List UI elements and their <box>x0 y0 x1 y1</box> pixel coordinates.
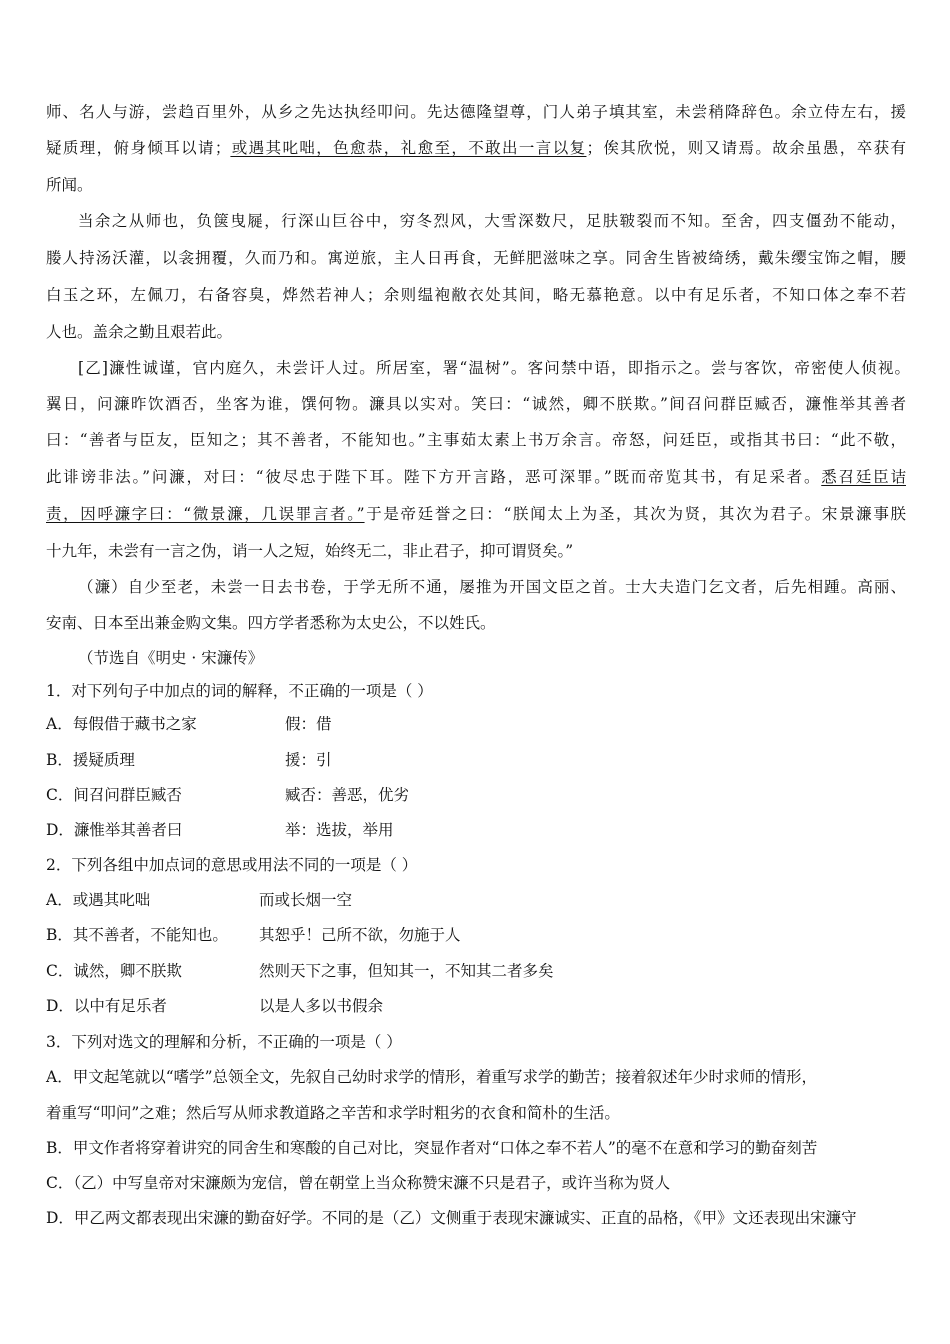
passage-line: 曰：“善者与臣友，臣知之；其不善者，不能知也。”主事茹太素上书万余言。帝怒，问廷臣，或指其书曰：“此不敬， <box>46 431 906 449</box>
option-text: B．其不善者，不能知也。 <box>46 926 228 944</box>
option-gloss: 举：选拔，举用 <box>285 821 394 839</box>
passage-line: 当余之从师也，负箧曳屣，行深山巨谷中，穷冬烈风，大雪深数尺，足肤皲裂而不知。至舍，四支僵劲不能动， <box>78 212 906 230</box>
option-text: A．或遇其叱咄 <box>46 891 151 909</box>
passage-line <box>46 467 906 487</box>
option-row <box>0 890 950 912</box>
option-text: C．诚然，卿不朕欺 <box>46 962 182 980</box>
answer-option-a-continued: 着重写“叩问”之难；然后写从师求教道路之辛苦和求学时粗劣的衣食和简朴的生活。 <box>46 1104 620 1122</box>
source-citation: （节选自《明史 · 宋濂传》 <box>78 649 264 667</box>
text-span: ；俟其欣悦，则又请焉。故余虽愚，卒获有 <box>586 139 906 157</box>
passage-line: 翼日，问濂昨饮酒否，坐客为谁，馔何物。濂具以实对。笑曰：“诚然，卿不朕欺。”间召问群臣臧否，濂惟举其善者 <box>46 395 906 413</box>
option-row <box>0 714 950 736</box>
question-stem: 2．下列各组中加点词的意思或用法不同的一项是（ ） <box>46 856 418 874</box>
text-span: 此诽谤非法。”问濂，对曰：“彼尽忠于陛下耳。陛下方开言路，恶可深罪。”既而帝览其书，有足采者。 <box>46 468 822 486</box>
option-text: B．援疑质理 <box>46 751 135 769</box>
answer-option-d: D．甲乙两文都表现出宋濂的勤奋好学。不同的是（乙）文侧重于表现宋濂诚实、正直的品格，《甲》文还表现出宋濂守 <box>46 1209 857 1227</box>
passage-line: 安南、日本至出兼金购文集。四方学者悉称为太史公，不以姓氏。 <box>46 614 496 632</box>
option-compare: 以是人多以书假余 <box>259 997 384 1015</box>
option-text: C．间召问群臣臧否 <box>46 786 182 804</box>
passage-line: 媵人持汤沃灌，以衾拥覆，久而乃和。寓逆旅，主人日再食，无鲜肥滋味之享。同舍生皆被绮绣，戴朱缨宝饰之帽，腰 <box>46 249 906 267</box>
underlined-sentence: 责，因呼濂字曰：“微景濂，几误罪言者。” <box>46 505 365 523</box>
option-gloss: 臧否：善恶，优劣 <box>285 786 410 804</box>
passage-line <box>46 504 906 524</box>
passage-line: 人也。盖余之勤且艰若此。 <box>46 323 233 341</box>
passage-line: 所闻。 <box>46 176 93 194</box>
option-row <box>0 750 950 772</box>
option-compare: 而或长烟一空 <box>259 891 353 909</box>
option-compare: 然则天下之事，但知其一，不知其二者多矣 <box>259 962 554 980</box>
passage-line <box>46 138 906 158</box>
text-span: 疑质理，俯身倾耳以请； <box>46 139 231 157</box>
underlined-sentence: 或遇其叱咄，色愈恭，礼愈至，不敢出一言以复 <box>230 139 587 157</box>
option-text: D．以中有足乐者 <box>46 997 167 1015</box>
option-text: A．每假借于藏书之家 <box>46 715 197 733</box>
option-text: D．濂惟举其善者曰 <box>46 821 183 839</box>
option-compare: 其恕乎！己所不欲，勿施于人 <box>259 926 461 944</box>
answer-option-b: B．甲文作者将穿着讲究的同舍生和寒酸的自己对比，突显作者对“口体之奉不若人”的毫不在意和学习的勤奋刻苦 <box>46 1139 818 1157</box>
question-stem: 1．对下列句子中加点的词的解释，不正确的一项是（ ） <box>46 682 433 700</box>
answer-option-a: A．甲文起笔就以“嗜学”总领全文，先叙自己幼时求学的情形，着重写求学的勤苦；接着叙述年少时求师的情形， <box>46 1068 818 1086</box>
text-span: 于是帝廷誉之曰：“朕闻太上为圣，其次为贤，其次为君子。宋景濂事朕 <box>364 505 906 523</box>
question-stem: 3．下列对选文的理解和分析，不正确的一项是（ ） <box>46 1033 402 1051</box>
option-gloss: 假：借 <box>285 715 332 733</box>
passage-line: （濂）自少至老，未尝一日去书卷，于学无所不通，屡推为开国文臣之首。士大夫造门乞文者，后先相踵。高丽、 <box>78 578 906 596</box>
option-row <box>0 961 950 983</box>
underlined-sentence: 悉召廷臣诘 <box>821 468 906 486</box>
answer-option-c: C．（乙）中写皇帝对宋濂颇为宠信，曾在朝堂上当众称赞宋濂不只是君子，或许当称为贤人 <box>46 1174 671 1192</box>
passage-line: 十九年，未尝有一言之伪，诮一人之短，始终无二，非止君子，抑可谓贤矣。” <box>46 542 574 560</box>
option-gloss: 援：引 <box>285 751 332 769</box>
option-row <box>0 925 950 947</box>
passage-line: [乙]濂性诚谨，官内庭久，未尝讦人过。所居室，署“温树”。客问禁中语，即指示之。尝与客饮，帝密使人侦视。 <box>78 359 910 377</box>
passage-line: 师、名人与游，尝趋百里外，从乡之先达执经叩问。先达德隆望尊，门人弟子填其室，未尝稍降辞色。余立侍左右，援 <box>46 103 906 121</box>
option-row <box>0 785 950 807</box>
option-row <box>0 820 950 842</box>
passage-line: 白玉之环，左佩刀，右备容臭，烨然若神人；余则缊袍敝衣处其间，略无慕艳意。以中有足乐者，不知口体之奉不若 <box>46 286 906 304</box>
option-row <box>0 996 950 1018</box>
